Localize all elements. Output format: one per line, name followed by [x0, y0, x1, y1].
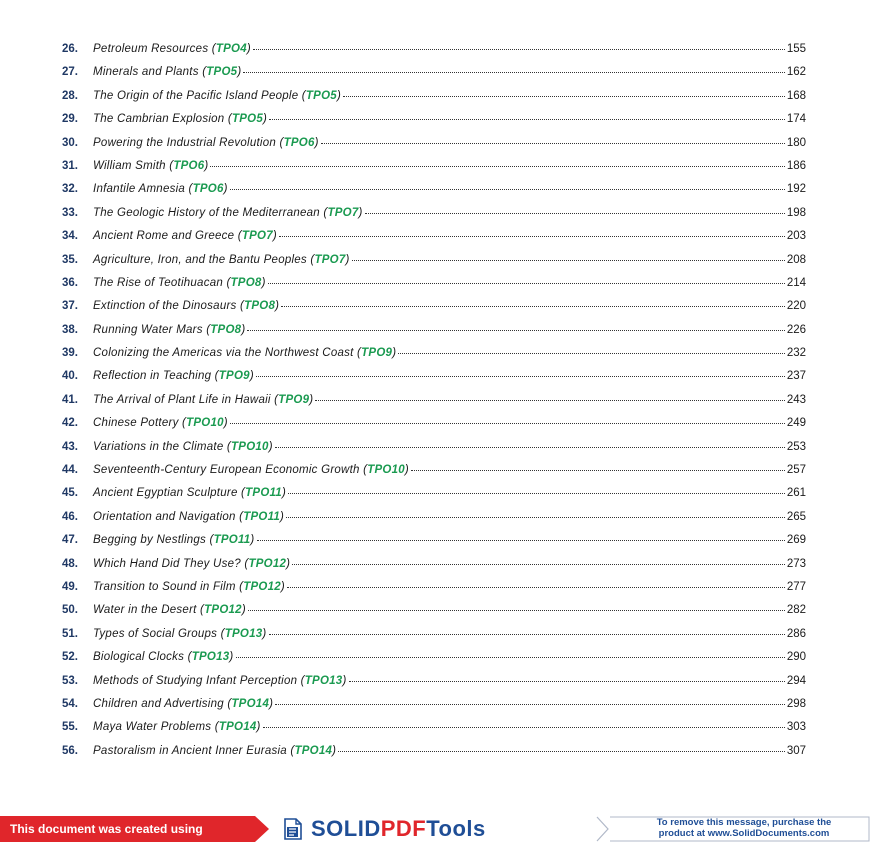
dot-leader — [247, 330, 784, 331]
logo-solid-text: SOLID — [311, 816, 381, 841]
toc-entry-title: Chinese Pottery (TPO10) — [93, 417, 228, 430]
toc-entry-page: 249 — [786, 417, 806, 430]
toc-entry-title: The Arrival of Plant Life in Hawaii (TPO9) — [93, 393, 314, 406]
dot-leader — [321, 143, 785, 144]
dot-leader — [286, 517, 785, 518]
toc-entry-number: 53. — [62, 674, 78, 687]
toc-entry-page: 208 — [786, 253, 806, 266]
dot-leader — [398, 353, 785, 354]
toc-entry-number: 55. — [62, 721, 78, 734]
toc-entry-28[interactable] — [62, 90, 806, 113]
toc-entry-tag: TPO8 — [230, 276, 262, 289]
toc-entry-37[interactable] — [62, 300, 806, 323]
toc-entry-tag: TPO9 — [361, 347, 393, 360]
toc-entry-53[interactable] — [62, 675, 806, 698]
toc-entry-title: Minerals and Plants (TPO5) — [93, 66, 242, 79]
toc-entry-tag: TPO9 — [278, 393, 310, 406]
toc-entry-tag: TPO10 — [186, 417, 224, 430]
toc-entry-number: 44. — [62, 464, 78, 477]
toc-entry-51[interactable] — [62, 628, 806, 651]
toc-entry-56[interactable] — [62, 745, 806, 768]
toc-entry-number: 42. — [62, 417, 78, 430]
toc-entry-tag: TPO13 — [191, 651, 230, 664]
toc-entry-page: 269 — [786, 534, 806, 547]
toc-entry-title: Types of Social Groups (TPO13) — [93, 627, 267, 640]
toc-entry-tag: TPO5 — [231, 113, 263, 126]
toc-entry-42[interactable] — [62, 417, 806, 440]
toc-entry-title: Ancient Egyptian Sculpture (TPO11) — [93, 487, 287, 500]
toc-entry-number: 48. — [62, 557, 78, 570]
toc-entry-31[interactable] — [62, 160, 806, 183]
toc-entry-number: 39. — [62, 347, 78, 360]
notice-text — [624, 817, 864, 839]
dot-leader — [338, 751, 785, 752]
toc-entry-title: Which Hand Did They Use? (TPO12) — [93, 557, 291, 570]
toc-entry-title: Petroleum Resources (TPO4) — [93, 43, 251, 55]
dot-leader — [268, 283, 785, 284]
dot-leader — [315, 400, 784, 401]
dot-leader — [275, 704, 785, 705]
dot-leader — [230, 423, 785, 424]
toc-entry-number: 38. — [62, 323, 78, 336]
toc-entry-title: The Origin of the Pacific Island People (TPO5) — [93, 89, 342, 102]
toc-entry-title: William Smith (TPO6) — [93, 159, 209, 172]
toc-entry-27[interactable] — [62, 66, 806, 89]
toc-entry-title: Maya Water Problems (TPO14) — [93, 721, 261, 734]
toc-entry-tag: TPO14 — [294, 744, 333, 757]
dot-leader — [343, 96, 785, 97]
toc-entry-tag: TPO14 — [218, 721, 257, 734]
dot-leader — [275, 447, 785, 448]
toc-entry-title: Biological Clocks (TPO13) — [93, 651, 234, 664]
toc-entry-page: 286 — [786, 627, 806, 640]
toc-entry-title: The Geologic History of the Mediterranean (TPO7) — [93, 206, 363, 219]
toc-entry-page: 298 — [786, 697, 806, 710]
dot-leader — [248, 610, 785, 611]
dot-leader — [279, 236, 785, 237]
document-logo-icon — [283, 818, 303, 840]
toc-entry-page: 180 — [786, 136, 806, 149]
toc-entry-page: 203 — [786, 230, 806, 243]
created-using-label: This document was created using — [0, 816, 255, 842]
toc-entry-36[interactable] — [62, 277, 806, 300]
toc-entry-41[interactable] — [62, 394, 806, 417]
toc-entry-tag: TPO7 — [314, 253, 346, 266]
toc-entry-title: Agriculture, Iron, and the Bantu Peoples (TPO7) — [93, 253, 350, 266]
dot-leader — [243, 72, 784, 73]
dot-leader — [256, 376, 785, 377]
toc-entry-tag: TPO7 — [327, 206, 359, 219]
toc-entry-32[interactable] — [62, 183, 806, 206]
toc-entry-number: 29. — [62, 113, 78, 126]
toc-entry-tag: TPO12 — [204, 604, 242, 617]
toc-entry-number: 52. — [62, 651, 78, 664]
dot-leader — [263, 727, 785, 728]
toc-entry-tag: TPO8 — [244, 300, 276, 313]
toc-entry-number: 40. — [62, 370, 78, 383]
toc-entry-page: 232 — [786, 347, 806, 360]
dot-leader — [288, 493, 785, 494]
toc-list — [62, 43, 806, 768]
toc-entry-page: 155 — [786, 43, 806, 55]
toc-entry-44[interactable] — [62, 464, 806, 487]
toc-entry-52[interactable] — [62, 651, 806, 674]
toc-entry-number: 56. — [62, 744, 78, 757]
toc-entry-title: Orientation and Navigation (TPO11) — [93, 510, 285, 523]
toc-entry-tag: TPO9 — [218, 370, 250, 383]
toc-entry-tag: TPO11 — [213, 534, 251, 547]
toc-entry-number: 41. — [62, 393, 78, 406]
solidpdftools-logo[interactable] — [283, 817, 486, 841]
toc-entry-tag: TPO6 — [173, 159, 205, 172]
toc-entry-page: 186 — [786, 159, 806, 172]
toc-entry-page: 174 — [786, 113, 806, 126]
toc-entry-title: Reflection in Teaching (TPO9) — [93, 370, 254, 383]
toc-entry-title: Powering the Industrial Revolution (TPO6) — [93, 136, 319, 149]
dot-leader — [230, 189, 785, 190]
dot-leader — [352, 260, 785, 261]
logo-tools-text: Tools — [426, 816, 486, 841]
toc-entry-title: The Rise of Teotihuacan (TPO8) — [93, 276, 266, 289]
toc-entry-35[interactable] — [62, 254, 806, 277]
toc-entry-title: Extinction of the Dinosaurs (TPO8) — [93, 300, 280, 313]
toc-entry-50[interactable] — [62, 604, 806, 627]
toc-entry-34[interactable] — [62, 230, 806, 253]
toc-entry-title: Colonizing the Americas via the Northwest Coast (TPO9) — [93, 347, 397, 360]
toc-entry-title: Variations in the Climate (TPO10) — [93, 440, 273, 453]
toc-entry-tag: TPO13 — [304, 674, 343, 687]
toc-entry-number: 47. — [62, 534, 78, 547]
toc-entry-title: Seventeenth-Century European Economic Growth (TPO10) — [93, 464, 410, 477]
watermark-banner — [0, 814, 870, 842]
toc-entry-page: 307 — [786, 744, 806, 757]
toc-entry-number: 26. — [62, 43, 78, 55]
toc-entry-page: 303 — [786, 721, 806, 734]
toc-entry-tag: TPO5 — [305, 89, 337, 102]
banner-arrow-shape — [255, 816, 269, 842]
toc-entry-title: Infantile Amnesia (TPO6) — [93, 183, 228, 196]
toc-entry-title: Transition to Sound in Film (TPO12) — [93, 580, 285, 593]
toc-entry-tag: TPO5 — [206, 66, 238, 79]
toc-entry-tag: TPO12 — [243, 580, 281, 593]
notice-line-2: product at www.SolidDocuments.com — [658, 828, 830, 839]
toc-entry-tag: TPO6 — [283, 136, 315, 149]
toc-entry-number: 28. — [62, 89, 78, 102]
toc-entry-page: 257 — [786, 464, 806, 477]
toc-entry-tag: TPO12 — [248, 557, 287, 570]
toc-entry-page: 294 — [786, 674, 806, 687]
toc-entry-tag: TPO13 — [224, 627, 263, 640]
toc-entry-46[interactable] — [62, 511, 806, 534]
toc-entry-29[interactable] — [62, 113, 806, 136]
toc-entry-55[interactable] — [62, 721, 806, 744]
toc-entry-tag: TPO10 — [367, 464, 405, 477]
toc-entry-title: Ancient Rome and Greece (TPO7) — [93, 230, 277, 243]
table-of-contents — [62, 43, 806, 768]
toc-entry-page: 237 — [786, 370, 806, 383]
toc-entry-43[interactable] — [62, 441, 806, 464]
toc-entry-title: Methods of Studying Infant Perception (TPO13) — [93, 674, 347, 687]
toc-entry-tag: TPO8 — [210, 323, 242, 336]
toc-entry-page: 261 — [786, 487, 806, 500]
logo-pdf-text: PDF — [380, 816, 427, 841]
toc-entry-page: 273 — [786, 557, 806, 570]
toc-entry-number: 49. — [62, 580, 78, 593]
toc-entry-48[interactable] — [62, 558, 806, 581]
toc-entry-tag: TPO11 — [243, 510, 281, 523]
dot-leader — [269, 634, 785, 635]
toc-entry-page: 192 — [786, 183, 806, 196]
dot-leader — [349, 681, 785, 682]
dot-leader — [257, 540, 785, 541]
toc-entry-tag: TPO4 — [215, 43, 247, 55]
toc-entry-54[interactable] — [62, 698, 806, 721]
toc-entry-title: Water in the Desert (TPO12) — [93, 604, 246, 617]
toc-entry-number: 54. — [62, 697, 78, 710]
toc-entry-number: 50. — [62, 604, 78, 617]
dot-leader — [411, 470, 785, 471]
toc-entry-47[interactable] — [62, 534, 806, 557]
toc-entry-49[interactable] — [62, 581, 806, 604]
toc-entry-39[interactable] — [62, 347, 806, 370]
toc-entry-number: 43. — [62, 440, 78, 453]
toc-entry-title: Running Water Mars (TPO8) — [93, 323, 246, 336]
dot-leader — [281, 306, 785, 307]
dot-leader — [269, 119, 785, 120]
toc-entry-number: 37. — [62, 300, 78, 313]
dot-leader — [236, 657, 785, 658]
toc-entry-title: The Cambrian Explosion (TPO5) — [93, 113, 268, 126]
toc-entry-30[interactable] — [62, 137, 806, 160]
toc-entry-number: 31. — [62, 159, 78, 172]
toc-entry-number: 36. — [62, 276, 78, 289]
toc-entry-number: 32. — [62, 183, 78, 196]
toc-entry-title: Pastoralism in Ancient Inner Eurasia (TPO14) — [93, 744, 337, 757]
toc-entry-tag: TPO14 — [231, 697, 270, 710]
toc-entry-number: 30. — [62, 136, 78, 149]
logo-wordmark — [311, 817, 486, 841]
toc-entry-38[interactable] — [62, 324, 806, 347]
toc-entry-page: 226 — [786, 323, 806, 336]
toc-entry-number: 51. — [62, 627, 78, 640]
purchase-notice[interactable] — [596, 816, 870, 842]
toc-entry-page: 243 — [786, 393, 806, 406]
toc-entry-number: 27. — [62, 66, 78, 79]
toc-entry-26[interactable] — [62, 43, 806, 66]
dot-leader — [292, 564, 785, 565]
toc-entry-45[interactable] — [62, 487, 806, 510]
toc-entry-page: 198 — [786, 206, 806, 219]
toc-entry-number: 34. — [62, 230, 78, 243]
toc-entry-page: 265 — [786, 510, 806, 523]
toc-entry-page: 220 — [786, 300, 806, 313]
notice-line-1: To remove this message, purchase the — [656, 817, 832, 828]
dot-leader — [365, 213, 785, 214]
dot-leader — [210, 166, 784, 167]
toc-entry-page: 277 — [786, 580, 806, 593]
toc-entry-page: 214 — [786, 276, 806, 289]
toc-entry-tag: TPO7 — [241, 230, 273, 243]
toc-entry-page: 168 — [786, 89, 806, 102]
toc-entry-number: 45. — [62, 487, 78, 500]
dot-leader — [253, 49, 785, 50]
toc-entry-page: 282 — [786, 604, 806, 617]
toc-entry-title: Children and Advertising (TPO14) — [93, 697, 274, 710]
toc-entry-number: 33. — [62, 206, 78, 219]
toc-entry-number: 46. — [62, 510, 78, 523]
toc-entry-title: Begging by Nestlings (TPO11) — [93, 534, 255, 547]
toc-entry-tag: TPO11 — [245, 487, 282, 500]
toc-entry-tag: TPO10 — [231, 440, 269, 453]
toc-entry-40[interactable] — [62, 370, 806, 393]
toc-entry-page: 290 — [786, 651, 806, 664]
toc-entry-33[interactable] — [62, 207, 806, 230]
dot-leader — [287, 587, 785, 588]
toc-entry-page: 162 — [786, 66, 806, 79]
toc-entry-page: 253 — [786, 440, 806, 453]
toc-entry-tag: TPO6 — [192, 183, 224, 196]
toc-entry-number: 35. — [62, 253, 78, 266]
